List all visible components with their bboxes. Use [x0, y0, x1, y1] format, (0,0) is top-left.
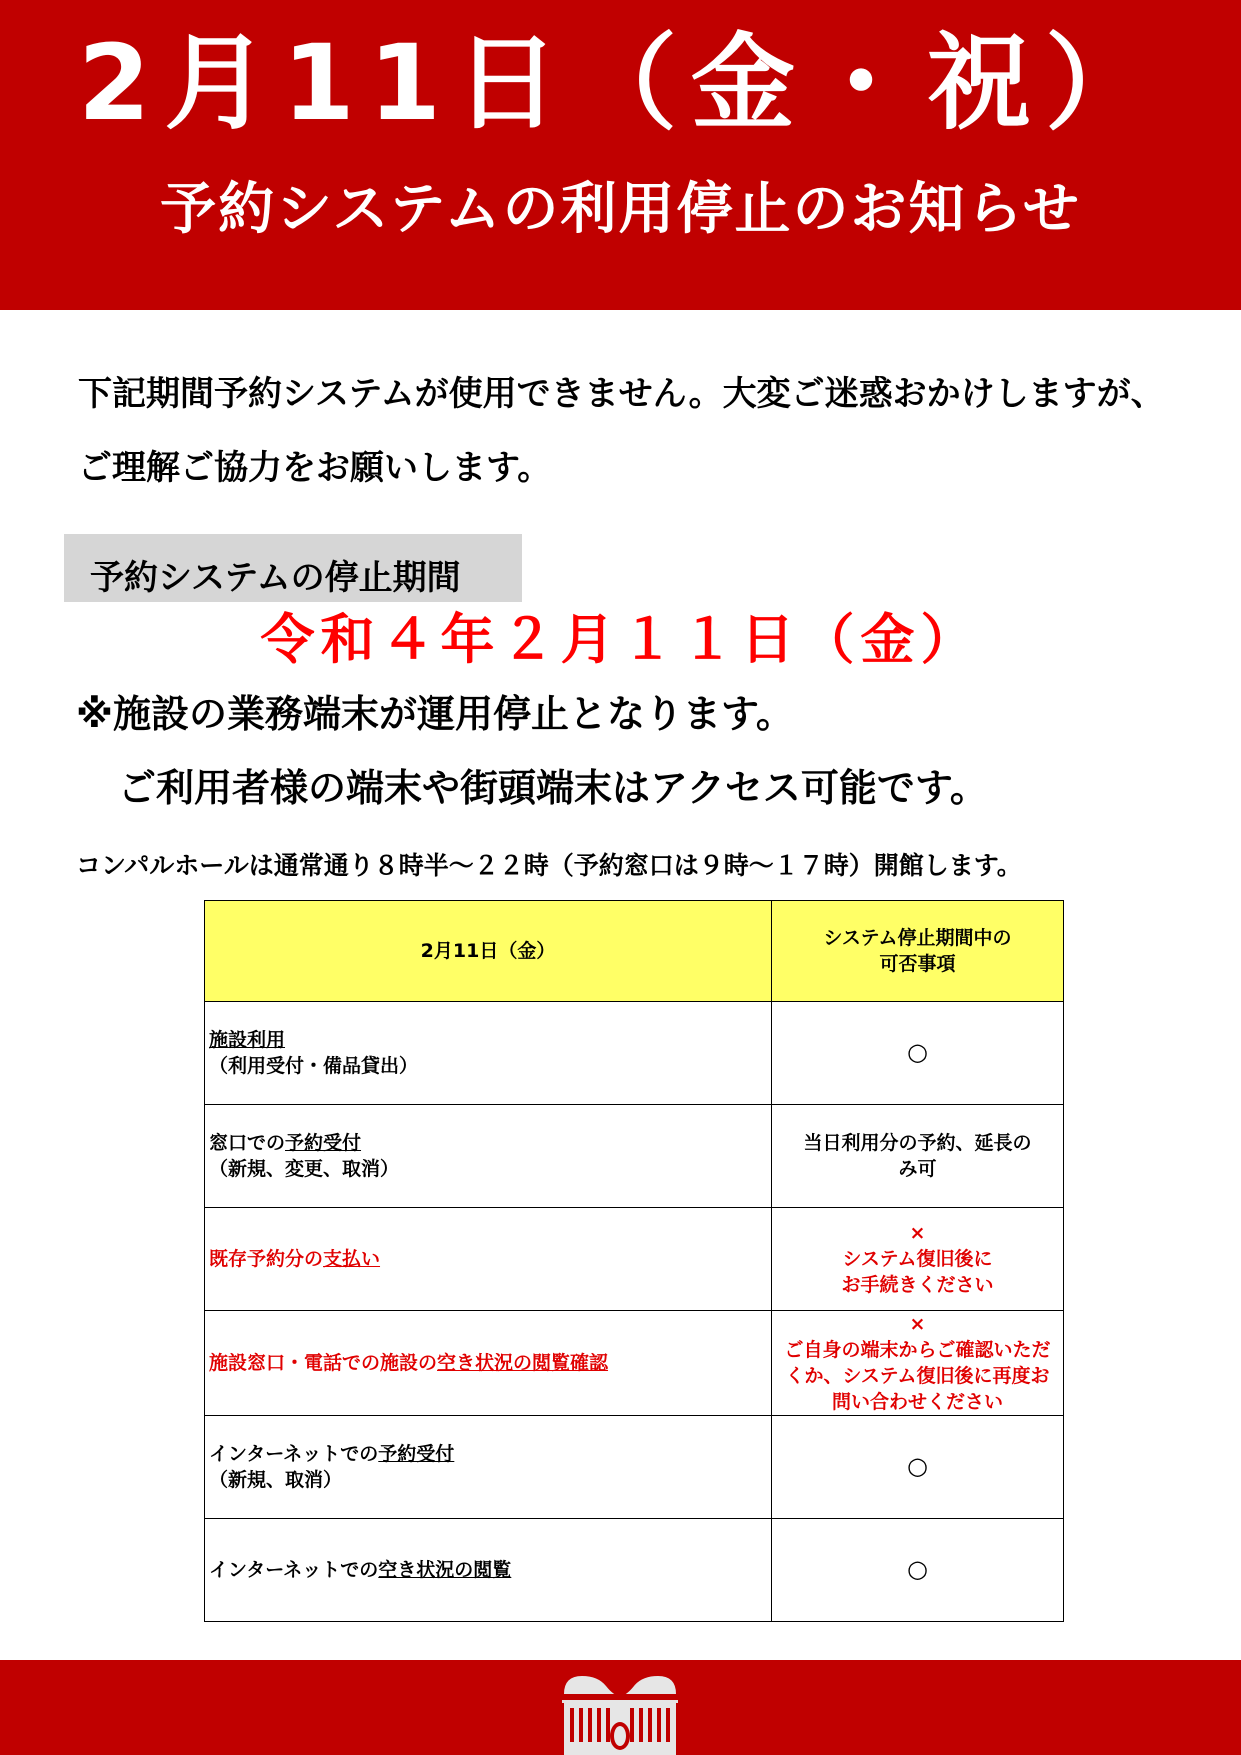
header-status-line-2: 可否事項	[879, 953, 956, 975]
table-row	[205, 1002, 1064, 1105]
period-label: 予約システムの停止期間	[90, 558, 461, 598]
header-date: 2月11日（金）	[420, 940, 556, 962]
availability-table	[204, 900, 1064, 1622]
item-cell	[205, 1519, 772, 1622]
item-cell	[205, 1311, 772, 1416]
status-cell	[772, 1416, 1064, 1519]
item-cell	[205, 1208, 772, 1311]
unavailable-mark: ×	[909, 1313, 926, 1335]
item-cell	[205, 1105, 772, 1208]
header-date-cell	[205, 901, 772, 1002]
status-cell	[772, 1105, 1064, 1208]
opening-hours: コンパルホールは通常通り８時半～２２時（予約窓口は９時～１７時）開館します。	[76, 851, 1022, 880]
date-title: 2月11日（金・祝）	[77, 22, 1164, 144]
available-mark: ○	[907, 1555, 928, 1583]
header-banner	[0, 0, 1241, 310]
item-label-prefix: インターネットでの	[209, 1559, 379, 1581]
item-label-prefix: 既存予約分の	[209, 1248, 324, 1270]
item-label: 施設利用	[209, 1029, 286, 1051]
item-label: 支払い	[323, 1248, 381, 1270]
status-cell	[772, 1519, 1064, 1622]
status-line-2: お手続きください	[841, 1274, 994, 1296]
unavailable-mark: ×	[909, 1222, 926, 1244]
item-label: 空き状況の閲覧	[378, 1559, 512, 1581]
status-cell	[772, 1002, 1064, 1105]
available-mark: ○	[907, 1038, 928, 1066]
table-header-row	[205, 901, 1064, 1002]
item-label: 予約受付	[285, 1132, 362, 1154]
available-mark: ○	[907, 1452, 928, 1480]
status-line-1: システム復旧後に	[842, 1248, 993, 1270]
table-row	[205, 1105, 1064, 1208]
item-detail: （利用受付・備品貸出）	[209, 1055, 419, 1077]
note-line-1: ※施設の業務端末が運用停止となります。	[76, 692, 794, 736]
status-line-2: み可	[898, 1158, 937, 1180]
note-line-2: ご利用者様の端末や街頭端末はアクセス可能です。	[118, 766, 988, 810]
status-line-2: くか、システム復旧後に再度お	[785, 1365, 1050, 1387]
notice-line-2: ご理解ご協力をお願いします。	[78, 448, 552, 488]
header-status-cell	[772, 901, 1064, 1002]
table-row	[205, 1311, 1064, 1416]
page-title: 予約システムの利用停止のお知らせ	[160, 177, 1081, 242]
notice-line-1: 下記期間予約システムが使用できません。大変ご迷惑おかけしますが、	[78, 374, 1165, 414]
building-logo-icon	[558, 1670, 682, 1755]
status-cell	[772, 1311, 1064, 1416]
period-date: 令和４年２月１１日（金）	[260, 608, 981, 671]
footer-banner	[0, 1660, 1241, 1755]
status-line-3: 問い合わせください	[831, 1391, 1003, 1413]
item-detail: （新規、取消）	[209, 1469, 343, 1491]
item-detail: （新規、変更、取消）	[209, 1158, 400, 1180]
item-cell	[205, 1002, 772, 1105]
item-label: 空き状況の閲覧確認	[437, 1352, 609, 1374]
item-cell	[205, 1416, 772, 1519]
table-row	[205, 1208, 1064, 1311]
item-label-prefix: 施設窓口・電話での施設の	[209, 1352, 438, 1374]
status-cell	[772, 1208, 1064, 1311]
item-label-prefix: インターネットでの	[209, 1443, 379, 1465]
header-status-line-1: システム停止期間中の	[823, 927, 1012, 949]
item-label: 予約受付	[378, 1443, 455, 1465]
table-row	[205, 1519, 1064, 1622]
status-line-1: ご自身の端末からご確認いただ	[784, 1339, 1051, 1361]
item-label-prefix: 窓口での	[209, 1132, 286, 1154]
status-line-1: 当日利用分の予約、延長の	[803, 1132, 1032, 1154]
table-row	[205, 1416, 1064, 1519]
